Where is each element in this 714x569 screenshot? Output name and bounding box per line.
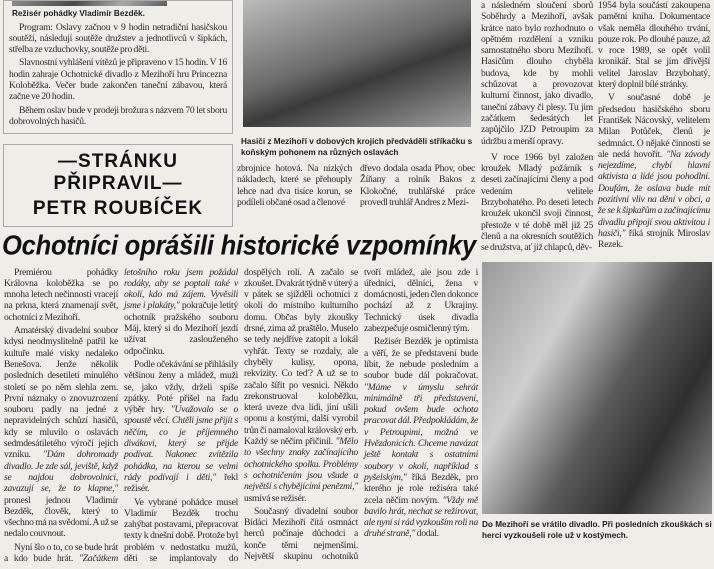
quote-text: "Uvažovalo se o spoustě věcí. Chtěli jsme přijít s něčím, co je příjemného divákovi, který se přijde podívat. Nakonec zvítězila pohádka, na kterou se velmi rády podívají i děti," <box>124 404 238 483</box>
main-article-body <box>4 267 478 565</box>
body-text: Amatérský divadelní soubor kdysi neodmyslitelně patřil ke kultuře malé vísky nedaleko Benešova. Jenže několik posledních desetiletí minulého století se po něm slehla zem. První náznaky o znovuzrození souboru padly na jedné z nepravidelných schůzí hasičů, kdy se mluvilo o oslavách sedmdesátiletého výročí jejich vzniku. <box>4 325 118 461</box>
top-center-block <box>237 0 475 208</box>
article-paragraph <box>124 359 238 495</box>
credit-title: STRÁNKU PŘIPRAVIL <box>53 151 178 194</box>
credit-line-1: —STRÁNKU PŘIPRAVIL— <box>53 151 183 194</box>
quote-text: "Máme v úmyslu sehrát minimálně tři představení, pokud ovšem bude ochota pracovat dál. Předpokládám, že v Petroupimi, možná ve Hvězdonicích. Chceme navázat ještě kontakt s ostatními soubory v okolí, například s pyšelským," <box>364 381 478 483</box>
body-text: Podle očekávání se přihlásily většinou ženy a mládež, muži se, jako vždy, drželi spíše zpátky. Poté přišel na řadu výběr hry. <box>124 358 238 416</box>
top-article-col-2: dřevo dodala osada Phov, obec Žíňany a rolník Bakos z Klokočné, truhlářské práce provedl truhlář Andres z Mezi- <box>360 163 475 208</box>
rehearsal-photo <box>482 262 712 514</box>
firefighters-horse-photo <box>243 0 471 127</box>
credit-author: PETR ROUBÍČEK <box>32 198 204 219</box>
body-text: pokračuje letitý ochotník pražského souboru Máj, který si do Mezihoří jezdí užívat zaslouženého odpočinku. <box>124 300 238 357</box>
paragraph: V roce 1966 byl založen kroužek Mladý požárník s deseti začínajícími členy a pod vedením velitele Brzybohatého. Po deseti letech kroužek ukončil svoji činnost, přestože v té době měl již 25 členů a na okresních soutěžích se družstva, ať již chlapců, děv- <box>481 151 593 254</box>
body-text: usmívá se režisér. <box>244 492 307 504</box>
quote-text: "Na závody nejezdíme, chybí hlavní aktivista a lidé jsou pohodlní. Doufám, že oslava bude mít pozitivní vliv na dění v obci, a že se k šipkařům a začínajícímu divadlu připojí svou aktivitou i hasiči," <box>598 148 710 239</box>
director-photo <box>12 1 167 6</box>
credit-box <box>3 144 233 227</box>
program-paragraph: Program: Oslavy začnou v 9 hodin netradiční hasičskou soutěží, následují soutěže družstev a jednotlivců v šipkách, střelba ze vzduchovky, soutěže pro děti. <box>9 21 227 56</box>
rehearsal-photo-caption: Do Mezihoří se vrátilo divadlo. Při posledních zkouškách si herci vyzkoušeli role už v kostýmech. <box>482 520 712 540</box>
body-text: Ve vybrané pohádce musel Vladimír Bezděk trochu zahýbat postavami, přepracovat texty k dnešní době. Protože byl problém v nedostatku mužů, děti se implantovaly do dospělých rolí. A začalo se zkoušet. Dvakrát týdně v úterý a v pátek se sjížděli ochotníci z okolí do místního kulturního domu. Občas byly zkoušky drsné, zima až praštělo. Muselo se tedy nejdříve zatopit a lokál vyhřát. Texty se rozdaly, ale chyběly kulisy, opona, rekvizity. Co teď? A už se to začalo šířit po vesnici. Někdo zrekonstruoval koloběžku, která uveze dva lidi, jiní ušili oponu a kostými, další vyrobil trůn či namaloval královský erb. Každý se něčím přičinil. <box>124 266 359 565</box>
body-text: dodal. <box>415 528 439 540</box>
article-paragraph <box>4 325 118 540</box>
article-paragraph <box>598 0 710 90</box>
quote-text: "Dám dohromady divadlo. Je zde sál, jeviště, když se najdou dobrovolníci, zavazují se, že to klapne," <box>4 449 119 495</box>
body-text: 1954 byla součástí zakoupena pamětní kniha. Dokumentace však neměla dlouhého trvání, pouze rok. Po dlouhé pauze, až v roce 1989, se opět volil kronikář. Stal se jím dřívější velitel Jaroslav Brzybohatý, který doplnil bílé stránky. <box>598 0 710 91</box>
article-paragraph <box>364 336 478 539</box>
body-text: Nyní šlo o to, co se bude hrát a kdo bude hrát. <box>4 541 118 565</box>
body-text: Premiérou pohádky Královna koloběžka se po mnoha letech nečinnosti vracejí na prkna, která znamenají svět, ochotníci z Mezihoří. <box>4 266 118 323</box>
article-paragraph <box>598 92 710 250</box>
quote-text: "Začátkem letošního roku jsem požádal rodáky, aby se poptali také v okolí, kdo má zájem. Vyvěsili jsme i plakáty," <box>78 266 238 565</box>
quote-text: "Mělo to všechny znaky začínajícího ochotnického spolku. Problémy s ochotničením jsou všude a největší s chybějícími penězmi," <box>244 436 358 493</box>
director-photo-caption: Režisér pohádky Vladimír Bezděk. <box>12 9 145 18</box>
program-paragraph: Slavnostní vyhlášení vítězů je připraveno v 15 hodin. V 16 hodin zahraje Ochotnické divadlo z Mezihoří hru Princezna Koloběžka. Večer bude zakončen taneční zábavou, která začne ve 20 hodin. <box>9 57 227 103</box>
body-text: říká Bezděk, pro kterého je role režiséra také zcela něčím novým. <box>364 471 478 506</box>
body-text: říká strojník Miroslav Rezek. <box>598 227 710 251</box>
program-box <box>3 0 233 134</box>
article-paragraph <box>4 267 118 323</box>
top-article-columns <box>237 163 475 208</box>
program-paragraph: Během oslav bude v prodeji brožura s názvem 70 let sboru dobrovolných hasičů. <box>9 104 227 127</box>
body-text: řekl režisér. <box>124 471 238 495</box>
program-text <box>9 22 227 128</box>
body-text: V současné době je předsedou hasičského sboru František Nácovský, velitelem Milan Potůček, členů je sedmnáct. O nějaké činnosti se ale nedá hovořit. <box>598 92 710 160</box>
body-text: pronesl jednou Vladimír Bezděk, člověk, který to všechno má na svědomí. A už se nedalo couvnout. <box>4 494 118 540</box>
top-article-right-col-1 <box>481 0 593 254</box>
firefighters-photo-caption: Hasiči z Mezihoří v dobových krojích předváděli stříkačku s koňským pohonem na různých oslavách <box>241 137 473 157</box>
headline: Ochotníci oprášili historické vzpomínky <box>2 229 477 261</box>
top-article-col-1: zbrojnice hotová. Na nízkých nákladech, které se přehouply lehce nad dva tisíce korun, se podíleli občané osad a členové <box>237 163 352 208</box>
body-text: Současný divadelní soubor Bídáci Mezihoří čítá osmnáct herců počínaje důchodci a konče těmi nejmenšími. Největší skupinu ochotníků tvoří mládež, ale jsou zde i úředníci, dělníci, žena v domácnosti, jeden člen dokonce pochází až z Ukrajiny. Technický úsek divadla zabezpečuje osmičlenný tým. <box>244 266 478 563</box>
body-text: Režisér Bezděk je optimista a věří, že se představení bude líbit, že nebude posledním a soubor bude dál pokračovat. <box>364 336 478 382</box>
top-article-right-col-2 <box>598 0 710 251</box>
quote-text: "Vždy mě bavilo hrát, nechat se režírovat, ale nyní si rád vyzkouším roli na druhé straně," <box>364 494 478 540</box>
paragraph: a následném sloučení sborů Soběhrdy a Mezihoří, avšak krátce nato bylo rozhodnuto o opětném rozdělení a vzniku samostatného sboru Mezihoří. Hasičům dlouho chyběla budova, kde by mohli schůzovat a provozovat kulturní činnost, jako divadlo, taneční zábavy či plesy. Tu jim začátkem šedesátých let zapůjčilo JZD Petroupim za údržbu a menší opravy. <box>481 0 593 147</box>
